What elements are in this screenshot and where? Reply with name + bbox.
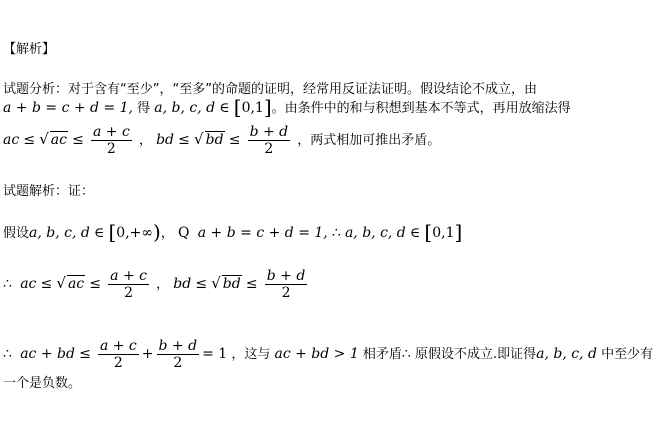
- fraction-a-plus-c: [98, 338, 139, 371]
- q-symbol: Q: [178, 225, 190, 241]
- interval-01: 0,1: [432, 225, 455, 241]
- denominator: 2: [113, 355, 123, 371]
- interval-01: 0,1: [241, 100, 264, 116]
- sqrt-icon: √: [39, 130, 49, 148]
- bd-term: bd: [156, 132, 175, 148]
- sqrt-ac: ac: [50, 132, 67, 148]
- analysis-text-3: ，两式相加可推出矛盾。: [297, 133, 441, 148]
- solution-line-2: ∴ ac ≤ √ ac ≤ $\frac{a + c}{2}$ ， bd ≤ √ bd ≤ $\frac{b + d}{2}$: [3, 268, 306, 301]
- solution-label: 试题解析：证：: [3, 184, 95, 199]
- variables: a, b, c, d: [29, 225, 90, 241]
- le-symbol: ≤: [23, 132, 36, 148]
- numerator: b + d: [158, 338, 198, 354]
- sqrt-icon: √: [211, 274, 221, 292]
- bracket-left-icon: [: [233, 95, 242, 119]
- analysis-line-3: ac ≤ √ ac ≤ $\frac{a + c}{2}$ ， bd ≤ √ bd ≤ $\frac{b + d}{2}$ ，两式相加可推出矛盾。: [3, 124, 441, 157]
- le-symbol: ≤: [40, 276, 53, 292]
- denominator: 2: [264, 141, 274, 157]
- solution-text-5: 相矛盾: [362, 347, 402, 362]
- le-symbol: ≤: [178, 132, 190, 148]
- fraction-b-plus-d: [265, 268, 308, 301]
- analysis-text-1: 对于含有“至少”，“至多”的命题的证明，经常用反证法证明。假设结论不成立，由: [68, 82, 537, 97]
- bracket-right-icon: ]: [263, 95, 272, 119]
- equals-one: = 1: [202, 346, 228, 362]
- le-symbol: ≤: [195, 276, 208, 292]
- element-of: ∈: [219, 100, 230, 116]
- sqrt-bd: bd: [205, 132, 224, 148]
- section-heading: 【解析】: [3, 42, 56, 57]
- solution-line-4: 一个是负数。: [3, 376, 82, 391]
- element-of: ∈: [409, 225, 421, 241]
- sqrt-ac: ac: [67, 276, 85, 292]
- solution-text-4: ，这与: [231, 347, 271, 362]
- sqrt-icon: √: [194, 130, 204, 148]
- le-symbol: ≤: [228, 132, 241, 148]
- solution-text-7: 中至少有: [601, 347, 653, 362]
- assume-text: 假设: [3, 226, 30, 241]
- therefore-icon: ∴: [401, 346, 411, 362]
- bracket-left-icon: [: [424, 220, 433, 244]
- sqrt-bd: bd: [222, 276, 241, 292]
- bracket-left-icon: [: [108, 220, 117, 244]
- denominator: 2: [124, 285, 134, 301]
- fraction-a-plus-c: [108, 268, 149, 301]
- therefore-icon: ∴: [331, 225, 341, 241]
- analysis-line-2: [3, 95, 571, 119]
- sum-term: ac + bd: [20, 346, 75, 362]
- le-symbol: ≤: [89, 276, 102, 292]
- denominator: 2: [281, 285, 291, 301]
- interval-infinity: 0,+∞: [116, 225, 154, 241]
- therefore-icon: ∴: [3, 346, 12, 362]
- variables: a, b, c, d: [344, 225, 406, 241]
- element-of: ∈: [93, 225, 105, 241]
- le-symbol: ≤: [245, 276, 258, 292]
- gt-inequality: ac + bd > 1: [274, 346, 359, 362]
- le-symbol: ≤: [72, 132, 84, 148]
- fraction-b-plus-d: [157, 338, 200, 371]
- denominator: 2: [173, 355, 183, 371]
- condition-equation: a + b = c + d = 1,: [3, 100, 133, 116]
- le-symbol: ≤: [79, 346, 91, 362]
- solution-text-6: 原假设不成立.即证得: [414, 347, 537, 362]
- numerator: a + c: [92, 124, 130, 140]
- ac-term: ac: [3, 132, 20, 148]
- fraction-b-plus-d: [248, 124, 291, 157]
- ac-term: ac: [20, 276, 37, 292]
- numerator: a + c: [110, 268, 147, 284]
- paren-right-icon: ): [153, 220, 161, 244]
- denominator: 2: [106, 141, 116, 157]
- bracket-right-icon: ]: [454, 220, 463, 244]
- analysis-label: 试题分析：: [3, 82, 69, 97]
- numerator: b + d: [249, 124, 289, 140]
- variables: a, b, c, d: [536, 346, 597, 362]
- analysis-text-2: 。由条件中的和与积想到基本不等式，再用放缩法得: [271, 101, 571, 116]
- numerator: b + d: [266, 268, 306, 284]
- solution-line-3: ∴ ac + bd ≤ $\frac{a + c}{2}$ + $\frac{b + d}{2}$ = 1 ，这与 ac + bd > 1 相矛盾∴ 原假设不成立.即证得a, b, c, d 中至少有: [3, 338, 653, 371]
- get-text: 得: [137, 101, 151, 116]
- condition-equation: a + b = c + d = 1,: [197, 225, 328, 241]
- therefore-icon: ∴: [3, 276, 12, 292]
- sqrt-icon: √: [56, 274, 66, 292]
- bd-term: bd: [173, 276, 192, 292]
- numerator: a + c: [99, 338, 137, 354]
- variables: a, b, c, d: [154, 100, 216, 116]
- solution-line-1: 假设a, b, c, d ∈ [0,+∞)， Q a + b = c + d = 1, ∴ a, b, c, d ∈ [0,1]: [3, 220, 463, 244]
- fraction-a-plus-c: [91, 124, 132, 157]
